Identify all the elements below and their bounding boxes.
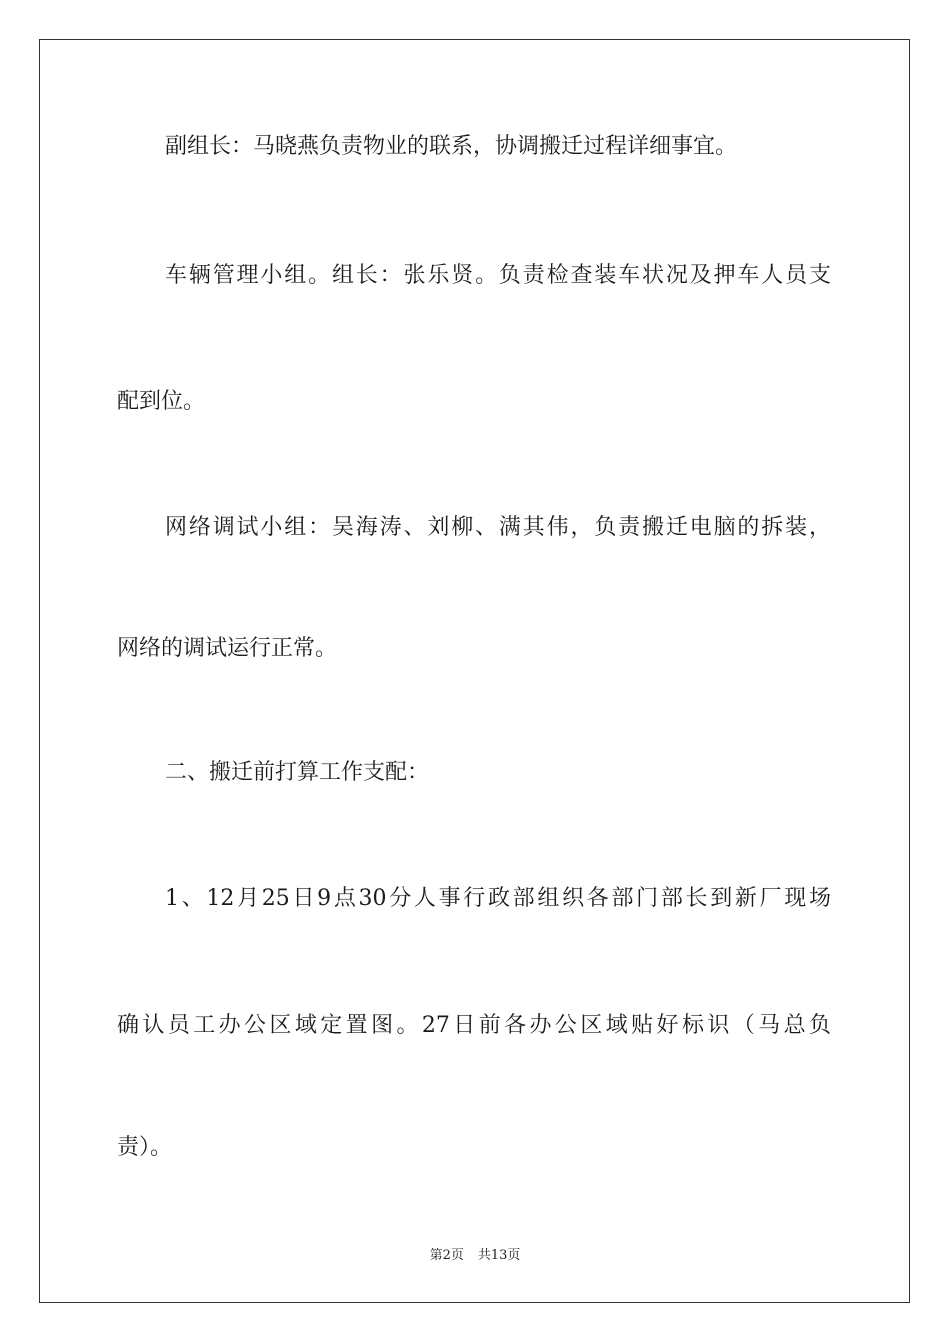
text-line: 副组长：马晓燕负责物业的联系，协调搬迁过程详细事宜。: [165, 134, 738, 159]
text-line: 二、搬迁前打算工作支配：: [165, 760, 430, 785]
text-line: 网络的调试运行正常。: [117, 636, 338, 661]
text-line: 确认员工办公区域定置图。27日前各办公区域贴好标识（马总负: [117, 1013, 831, 1038]
text-line: 网络调试小组：吴海涛、刘柳、满其伟，负责搬迁电脑的拆装，: [165, 515, 831, 540]
page-total: 共13页: [477, 1248, 521, 1263]
paragraph-network-group: [0, 513, 950, 543]
paragraph-deputy-leader: [0, 132, 950, 162]
paragraph-item-1-end: [0, 1133, 950, 1163]
paragraph-item-1: [0, 884, 950, 914]
text-line: 责）。: [117, 1135, 173, 1160]
page-border: [39, 39, 910, 1303]
text-line: 1、12月25日9点30分人事行政部组织各部门部长到新厂现场: [165, 886, 831, 911]
paragraph-network-group-cont: [0, 634, 950, 664]
paragraph-item-1-cont: [0, 1011, 950, 1041]
text-line: 车辆管理小组。组长：张乐贤。负责检查装车状况及押车人员支: [165, 263, 831, 288]
paragraph-vehicle-group: [0, 261, 950, 291]
text-line: 配到位。: [117, 389, 206, 414]
paragraph-vehicle-group-cont: [0, 387, 950, 417]
section-heading: [0, 758, 950, 788]
page-footer: [0, 1247, 950, 1265]
page-number: 第2页: [429, 1248, 464, 1263]
